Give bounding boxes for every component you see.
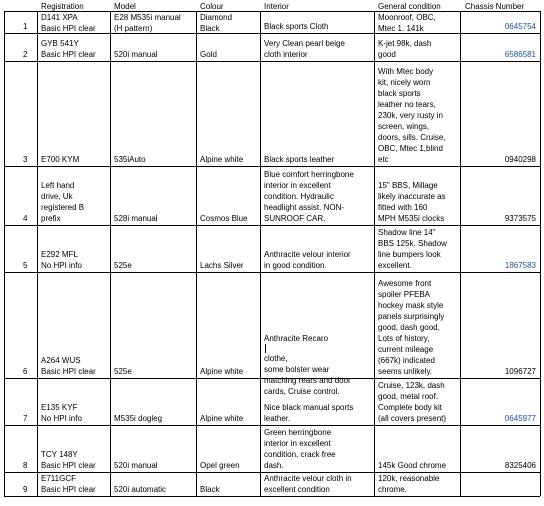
cell-model: [114, 154, 195, 165]
cell-registration: [41, 180, 109, 224]
cell-text-line: Gold: [200, 50, 217, 59]
cell-text-line: M535i dogleg: [114, 414, 163, 423]
cell-text-line: doors, sills. Cruise,: [378, 133, 446, 142]
cell-text-line: Awesome front: [378, 279, 432, 288]
cell-colour: [200, 213, 259, 224]
cell-text-line: condition, crack free: [264, 450, 336, 459]
cell-text-line: spoiler PFEBA: [378, 290, 431, 299]
cell-text-line: Alpine white: [200, 155, 244, 164]
cell-model: [114, 260, 195, 271]
cell-text-line: Very Clean pearl beige: [264, 39, 345, 48]
cell-text-line: (all covers present): [378, 414, 447, 423]
cell-colour: [200, 12, 259, 34]
cell-text-line: panels surprisingly: [378, 312, 445, 321]
cell-text-fragment: Anthracite Recaro: [264, 334, 329, 343]
cell-text-line: leather.: [264, 414, 291, 423]
cell-text-line: A264 WUS: [41, 356, 81, 365]
cell-text-line: fitted with 160: [378, 203, 428, 212]
cell-text-line: 120k, reasonable: [378, 474, 440, 483]
cell-text-line: Diamond: [200, 13, 233, 22]
cell-model: [114, 460, 195, 471]
cell-text-line: Basic HPI clear: [41, 367, 96, 376]
cell-text-line: seems unlikely.: [378, 367, 433, 376]
row-number: 6: [23, 367, 28, 376]
cell-text-line: kit, nicely worn: [378, 78, 431, 87]
cell-text-line: Shadow line 14": [378, 228, 436, 237]
cell-model: [114, 213, 195, 224]
cell-text-line: 535iAuto: [114, 155, 146, 164]
cell-registration: [41, 12, 109, 34]
cell-text-line: Lachs Silver: [200, 261, 244, 270]
cell-text-line: Basic HPI clear: [41, 461, 96, 470]
cell-interior: [264, 169, 373, 224]
cell-text-line: excellent condition: [264, 485, 330, 494]
cell-text-line: good, dash good,: [378, 323, 440, 332]
cell-text-line: condition. Hydraulic: [264, 192, 334, 201]
cell-chassis-number: 0645754: [504, 22, 536, 31]
cell-text-line: 520i automatic: [114, 485, 167, 494]
cell-model: [114, 366, 195, 377]
row-number: 3: [23, 155, 28, 164]
cell-registration: [41, 355, 109, 377]
cell-text-line: OBC, Mtec 1,blind: [378, 144, 443, 153]
header-interior: Interior: [264, 2, 289, 11]
cell-text-line: line bumpers look: [378, 250, 441, 259]
cell-text-line: cards, Cruise control.: [264, 387, 340, 396]
cell-text-line: Black: [200, 485, 220, 494]
cell-text-line: Opel green: [200, 461, 240, 470]
row-number: 7: [23, 414, 28, 423]
cell-text-line: [264, 333, 373, 364]
cell-colour: [200, 154, 259, 165]
cell-text-fragment: clothe,: [264, 354, 288, 363]
row-number: 5: [23, 261, 28, 270]
row-number: 8: [23, 461, 28, 470]
cell-chassis-number: 0940298: [504, 155, 536, 164]
header-model: Model: [114, 2, 136, 11]
cell-text-line: Alpine white: [200, 367, 244, 376]
cell-text-line: Basic HPI clear: [41, 485, 96, 494]
cell-text-line: prefix: [41, 214, 61, 223]
cell-text-line: 15" BBS, Millage: [378, 181, 438, 190]
cell-text-line: drive, Uk: [41, 192, 73, 201]
cell-colour: [200, 484, 259, 495]
cell-interior: [264, 21, 373, 32]
cell-text-line: Black: [200, 24, 220, 33]
cell-text-line: dash.: [264, 461, 284, 470]
row-number: 2: [23, 50, 28, 59]
cell-condition: [378, 473, 459, 495]
cell-text-line: Left hand: [41, 181, 75, 190]
cell-registration: [41, 249, 109, 271]
cell-text-line: etc: [378, 155, 389, 164]
cell-text-line: TCY 148Y: [41, 450, 78, 459]
cell-text-line: K-jet 98k, dash: [378, 39, 432, 48]
cell-text-line: matching rears and door: [264, 376, 351, 385]
cell-chassis-number: 9373575: [504, 214, 536, 223]
cell-text-line: 230k, very rusty in: [378, 111, 443, 120]
cell-text-line: BBS 125k. Shadow: [378, 239, 447, 248]
cell-text-line: E28 M535i manual: [114, 13, 181, 22]
cell-text-line: headlight assist. NON-: [264, 203, 345, 212]
cell-text-line: MPH M535i clocks: [378, 214, 445, 223]
cell-text-line: hockey mask style: [378, 301, 444, 310]
cell-interior: [264, 38, 373, 60]
cell-condition: [378, 380, 459, 424]
cell-text-line: black sports: [378, 89, 421, 98]
cell-interior: [264, 333, 373, 397]
cell-chassis-number: 0645977: [504, 414, 536, 423]
cell-text-line: Anthracite velour cloth in: [264, 474, 352, 483]
header-colour: Colour: [200, 2, 224, 11]
cell-registration: [41, 402, 109, 424]
cell-condition: [378, 180, 459, 224]
cell-model: [114, 413, 195, 424]
header-general-condition: General condition: [378, 2, 441, 11]
cell-condition: [378, 12, 459, 34]
cell-text-line: Mtec 1. 141k: [378, 24, 424, 33]
cell-text-line: Blue comfort herringbone: [264, 170, 354, 179]
cell-text-line: interior in excellent: [264, 181, 331, 190]
cell-text-line: Cosmos Blue: [200, 214, 248, 223]
cell-colour: [200, 260, 259, 271]
row-number: 4: [23, 214, 28, 223]
cell-text-line: Lots of history,: [378, 334, 430, 343]
cell-text-line: Alpine white: [200, 414, 244, 423]
cell-interior: [264, 427, 373, 471]
row-number: 1: [23, 22, 28, 31]
cell-condition: [378, 278, 459, 377]
cell-chassis-number: 1867583: [504, 261, 536, 270]
cell-text-line: likely inaccurate as: [378, 192, 446, 201]
cell-registration: [41, 449, 109, 471]
cell-text-line: 528i manual: [114, 214, 158, 223]
cell-condition: [378, 66, 459, 165]
cell-text-line: Moonroof, OBC,: [378, 13, 436, 22]
cell-text-line: screen, wings,: [378, 122, 430, 131]
cell-text-line: cloth interior: [264, 50, 308, 59]
cell-text-line: chrome.: [378, 485, 407, 494]
cell-text-line: No HPI info: [41, 414, 82, 423]
cell-text-line: GYB 541Y: [41, 39, 79, 48]
cell-text-line: registered B: [41, 203, 85, 212]
cell-condition: [378, 227, 459, 271]
cell-text-line: E700 KYM: [41, 155, 80, 164]
cell-text-line: good, metal roof.: [378, 392, 439, 401]
cell-interior: [264, 154, 373, 165]
cell-interior: [264, 249, 373, 271]
cell-text-line: 525e: [114, 367, 132, 376]
cell-condition: [378, 460, 459, 471]
cell-text-line: 525e: [114, 261, 132, 270]
cell-text-line: in good condition.: [264, 261, 327, 270]
cell-text-line: excellent.: [378, 261, 412, 270]
cell-interior: [264, 402, 373, 424]
cell-text-line: D141 XPA: [41, 13, 78, 22]
cell-text-line: (667k) indicated: [378, 356, 435, 365]
cell-registration: [41, 154, 109, 165]
cell-text-line: some bolster wear: [264, 365, 330, 374]
cell-text-line: 145k Good chrome: [378, 461, 447, 470]
cell-text-line: Anthracite velour interior: [264, 250, 351, 259]
cell-text-line: Black sports Cloth: [264, 22, 329, 31]
cell-text-line: Nice black manual sports: [264, 403, 354, 412]
cell-text-line: No HPI info: [41, 261, 82, 270]
cell-text-line: Black sports leather: [264, 155, 335, 164]
cell-text-line: 520i manual: [114, 461, 158, 470]
cell-condition: [378, 38, 459, 60]
cell-registration: [41, 38, 109, 60]
row-number: 9: [23, 485, 28, 494]
cell-text-line: Green herringbone: [264, 428, 332, 437]
cell-text-line: E135 KYF: [41, 403, 78, 412]
cell-colour: [200, 413, 259, 424]
cell-text-line: Complete body kit: [378, 403, 443, 412]
cell-chassis-number: 6586581: [504, 50, 536, 59]
cell-colour: [200, 460, 259, 471]
cell-text-line: Basic HPI clear: [41, 24, 96, 33]
cell-colour: [200, 49, 259, 60]
cell-text-line: good: [378, 50, 396, 59]
cell-text-line: E711GCF: [41, 474, 76, 483]
cell-registration: [41, 473, 109, 495]
cell-model: [114, 484, 195, 495]
cell-text-line: 520i manual: [114, 50, 158, 59]
header-registration: Registration: [41, 2, 84, 11]
cell-text-line: SUNROOF CAR.: [264, 214, 326, 223]
cell-chassis-number: 1096727: [504, 367, 536, 376]
cell-text-line: leather no tears,: [378, 100, 436, 109]
cell-model: [114, 49, 195, 60]
cell-text-line: current mileage: [378, 345, 434, 354]
header-chassis-number: Chassis Number: [465, 2, 525, 11]
cell-text-line: With Mtec body: [378, 67, 434, 76]
cell-text-line: (H pattern): [114, 24, 153, 33]
text-cursor: [265, 344, 266, 353]
cell-text-line: E292 MFL: [41, 250, 78, 259]
cell-text-line: Cruise, 123k, dash: [378, 381, 445, 390]
cell-text-line: Basic HPI clear: [41, 50, 96, 59]
cell-model: [114, 12, 195, 34]
cell-interior: [264, 473, 373, 495]
cell-chassis-number: 8325406: [504, 461, 536, 470]
cell-colour: [200, 366, 259, 377]
cell-text-line: interior in excellent: [264, 439, 331, 448]
